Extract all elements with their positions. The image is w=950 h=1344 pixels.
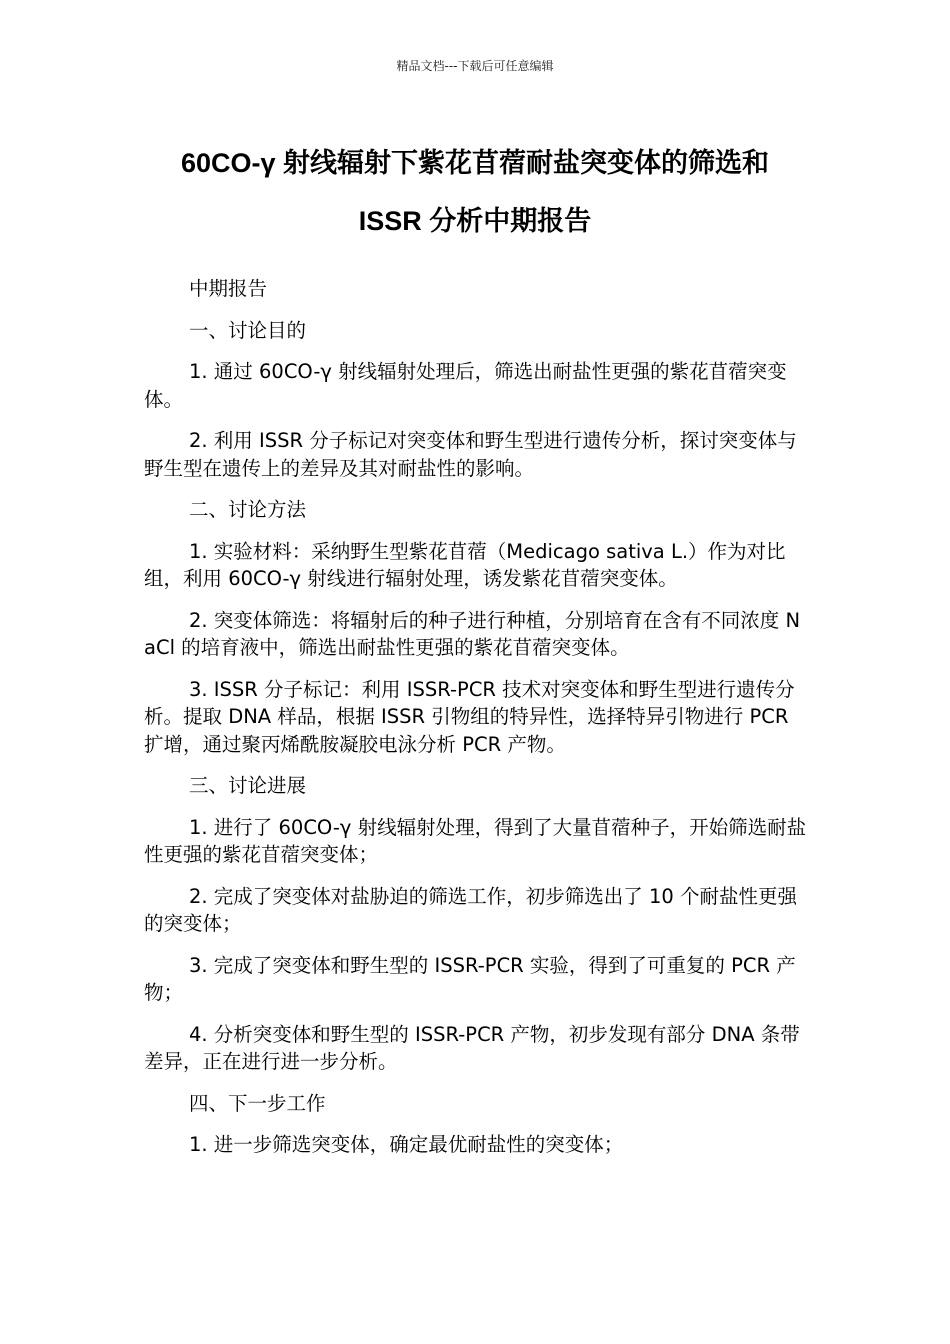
paragraph: 2. 突变体筛选：将辐射后的种子进行种植，分别培育在含有不同浓度 NaCl 的培育液中，筛选出耐盐性更强的紫花苜蓿突变体。 [144, 608, 801, 659]
heading-next-steps: 四、下一步工作 [189, 1091, 326, 1115]
paragraph: 3. 完成了突变体和野生型的 ISSR-PCR 实验，得到了可重复的 PCR 产物； [144, 953, 796, 1004]
heading-purpose: 一、讨论目的 [189, 318, 307, 342]
heading-progress: 三、讨论进展 [189, 774, 307, 797]
paragraph: 2. 利用 ISSR 分子标记对突变体和野生型进行遗传分析，探讨突变体与野生型在遗传上的差异及其对耐盐性的影响。 [144, 429, 797, 480]
document-title [0, 134, 950, 250]
page-header: 精品文档---下载后可任意编辑 [396, 59, 554, 73]
title-line-2: ISSR 分析中期报告 [358, 206, 592, 236]
paragraph: 4. 分析突变体和野生型的 ISSR-PCR 产物，初步发现有部分 DNA 条带差异，正在进行进一步分析。 [144, 1022, 800, 1073]
paragraph: 1. 进一步筛选突变体，确定最优耐盐性的突变体； [189, 1133, 624, 1156]
paragraph: 1. 实验材料：采纳野生型紫花苜蓿（Medicago sativa L.）作为对比组，利用 60CO-γ 射线进行辐射处理，诱发紫花苜蓿突变体。 [144, 539, 786, 590]
paragraph: 1. 通过 60CO-γ 射线辐射处理后，筛选出耐盐性更强的紫花苜蓿突变体。 [144, 360, 787, 411]
paragraph: 1. 进行了 60CO-γ 射线辐射处理，得到了大量苜蓿种子，开始筛选耐盐性更强的紫花苜蓿突变体； [144, 815, 807, 866]
paragraph: 3. ISSR 分子标记：利用 ISSR-PCR 技术对突变体和野生型进行遗传分析。提取 DNA 样品，根据 ISSR 引物组的特异性，选择特异引物进行 PCR 扩增，通过聚丙烯酰胺凝胶电泳分析 PCR 产物。 [144, 677, 795, 756]
document-body [144, 275, 812, 1173]
title-line-1: 60CO-γ 射线辐射下紫花苜蓿耐盐突变体的筛选和 [180, 148, 770, 178]
paragraph: 2. 完成了突变体对盐胁迫的筛选工作，初步筛选出了 10 个耐盐性更强的突变体； [144, 884, 798, 935]
section-label: 中期报告 [189, 277, 268, 300]
heading-methods: 二、讨论方法 [189, 498, 307, 521]
